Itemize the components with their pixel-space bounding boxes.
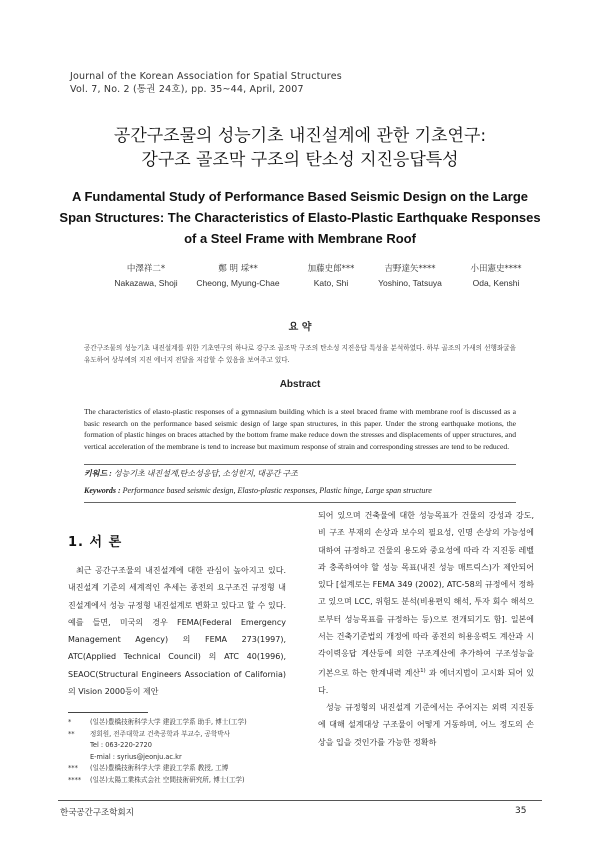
author-native-name: 吉野達矢**** <box>384 264 436 274</box>
footnote-text: (일본)豊橋技術科学大学 建設工学系 助手, 博士(工学) <box>90 718 247 726</box>
korean-title-line-2: 강구조 골조막 구조의 탄소성 지진응답특성 <box>141 150 459 170</box>
footnote-mark: ** <box>68 729 75 738</box>
korean-title-line-1: 공간구조물의 성능기초 내진설계에 관한 기초연구: <box>113 126 487 146</box>
footnote-mark: **** <box>68 775 82 784</box>
body-text: 과 에너지법이 고시화 되어 있다. <box>318 668 534 695</box>
english-title-line-2: Span Structures: The Characteristics of Elasto-Plastic Earthquake Responses <box>59 210 541 225</box>
footnotes <box>68 717 298 786</box>
abstract-heading: Abstract <box>279 379 321 390</box>
footnote <box>68 729 298 741</box>
footnote-text: (일본)太陽工業株式会社 空間技術研究所, 博士(工学) <box>90 775 245 784</box>
author-native-name: 中澤祥二* <box>126 264 166 274</box>
keywords-label: Keywords : <box>84 486 121 495</box>
journal-volume: Vol. 7, No. 2 (통권 24호), pp. 35~44, April, 2007 <box>70 84 304 95</box>
footnote-text: 정회원, 전주대학교 건축공학과 부교수, 공학박사 <box>90 729 230 738</box>
author-roman-name: Cheong, Myung-Chae <box>196 278 280 288</box>
footnote-text: E-mial : syrius@jeonju.ac.kr <box>90 752 182 761</box>
footnote-mark: *** <box>68 764 78 772</box>
korean-keywords <box>84 468 524 479</box>
author-native-name: 加藤史郎*** <box>307 264 355 274</box>
english-title-line-3: of a Steel Frame with Membrane Roof <box>184 231 416 246</box>
left-column-body <box>68 562 286 700</box>
reference-superscript: 1) <box>420 667 426 674</box>
author-roman-name: Kato, Shi <box>313 278 349 288</box>
footnote-text: (일본)豊橋技術科学大学 建設工学系 教授, 工博 <box>90 764 229 772</box>
author-roman-name: Nakazawa, Shoji <box>114 278 178 288</box>
author <box>448 262 544 290</box>
body-text: 최근 공간구조물의 내진설계에 대한 관심이 높아지고 있다. 내진설계 기준의 세계적인 추세는 종전의 요구조건 규정형 내진설계에서 성능 규정형 내진설계로 변화고 있다고 할 수 있다. 예를 들면, 미국의 경우 FEMA(Federal Emergency Management Agency) 의 FEMA 273(1997), ATC(Applied Technical Council) 의 ATC 40(1996), SEAOC(Structural Engineers Association of California) 의 Vision 2000등이 제안 <box>68 566 286 697</box>
english-abstract: The characteristics of elasto-plastic responses of a gymnasium building which is a steel braced frame with membrane roof is discussed as a basic research on the performance based seismic design of large span structures, in this paper. Under the strong earthquake motions, the formation of plastic hinges on braces attached by the bottom frame make reduce down the stresses and displacements of upper structures, and vertical acceleration of the membrane is tend to increase but maximum response of strain and corresponding stresses are tend to be reduced. <box>84 407 516 451</box>
author <box>102 262 190 290</box>
keywords-text: 성능기초 내진설계,탄소성응답, 소성힌지, 대공간 구조 <box>113 469 298 478</box>
footnote <box>68 752 298 764</box>
english-keywords <box>84 486 524 495</box>
korean-summary: 공간구조물의 성능기초 내진설계를 위한 기초연구의 하나로 강구조 골조막 구조의 탄소성 지진응답 특성을 분석하였다. 하부 골조의 가새의 선행좌굴을 유도하여 상부에의 지진 에너지 전달을 저감할 수 있음을 보여주고 있다. <box>84 344 516 364</box>
journal-header <box>70 70 342 96</box>
page-number: 35 <box>515 806 527 816</box>
footnote-rule <box>68 712 148 713</box>
body-text: 되어 있으며 건축물에 대한 성능목표가 건물의 강성과 강도, 비 구조 부재의 손상과 보수의 필요성, 인명 손상의 가능성에 대하여 규정하고 건물의 용도와 중요성에 따라 각 지진동 레벨과 충족하여야 할 성능 목표(내진 성능 매트릭스)가 제안되어 있다 [설계로는 FEMA 349 (2002), ATC-58의 규정에서 정하고 있으며 LCC, 위험도 분석(비용편익 해석, 투자 회수 해석으로부터 성능목표를 규정하는 등)으로 전개되기도 함]. 일본에서는 건축기준법의 개정에 따라 종전의 허용응력도 계산과 시각이력응답 계산등에 의한 구조계산에 추가하여 구조성능을 기본으로 하는 한계내력 계산 <box>318 511 534 678</box>
footnote <box>68 740 298 752</box>
footer-rule <box>58 800 542 801</box>
author-roman-name: Oda, Kenshi <box>472 278 520 288</box>
body-text: 성능 규정형의 내진설계 기준에서는 주어지는 외력 지진동에 대해 설계대상 구조물이 어떻게 거동하며, 어느 정도의 손상을 입을 것인가를 가능한 정확하 <box>318 702 534 747</box>
author-roman-name: Yoshino, Tatsuya <box>378 278 442 288</box>
divider <box>84 464 516 465</box>
footnote <box>68 763 298 775</box>
author-native-name: 小田憲史**** <box>470 264 522 274</box>
right-column-body <box>318 507 534 751</box>
author <box>360 262 460 290</box>
summary-heading: 요 약 <box>288 322 312 333</box>
body-paragraph <box>318 507 534 699</box>
footnote-text: Tel : 063-220-2720 <box>90 741 152 749</box>
english-title-line-1: A Fundamental Study of Performance Based Seismic Design on the Large <box>71 189 529 204</box>
body-paragraph <box>318 699 534 751</box>
korean-title <box>0 124 600 172</box>
author <box>188 262 288 290</box>
footnote-mark: * <box>68 718 72 726</box>
author-native-name: 鄭 明 埰** <box>218 264 258 274</box>
footnote-mark <box>68 752 90 764</box>
footnote-mark <box>68 740 90 752</box>
section-heading: 1. 서 론 <box>68 535 123 550</box>
footnote <box>68 775 298 787</box>
footnote <box>68 717 298 729</box>
footer-journal-name: 한국공간구조학회지 <box>60 808 134 818</box>
divider <box>84 502 516 503</box>
english-title <box>40 186 560 249</box>
journal-name: Journal of the Korean Association for Spatial Structures <box>70 71 342 82</box>
keywords-label: 키워드 : <box>84 469 112 478</box>
keywords-text: Performance based seismic design, Elasto-plastic responses, Plastic hinge, Large span structure <box>122 486 432 495</box>
